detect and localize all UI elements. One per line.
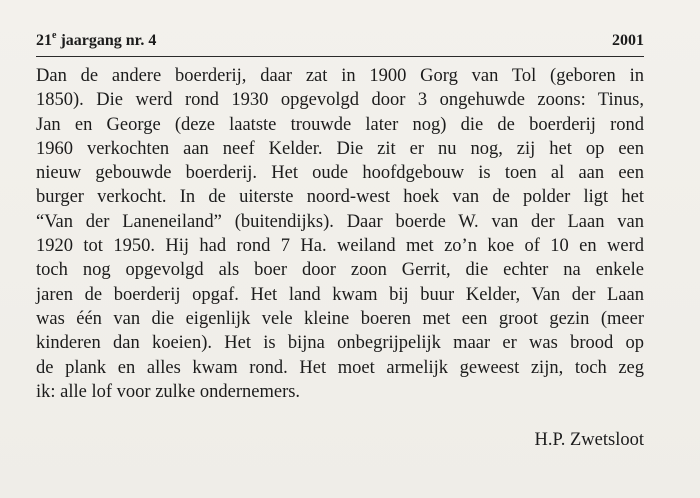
text-line: was één van die eigenlijk vele kleine boeren met een groot gezin (meer (36, 308, 644, 329)
issue-rest: jaargang nr. 4 (56, 32, 157, 49)
text-line: Dan de andere boerderij, daar zat in 1900 Gorg van Tol (geboren in (36, 66, 644, 86)
text-line: Jan en George (deze laatste trouwde later nog) die de boerderij rond (36, 114, 644, 135)
text-line: “Van der Laneneiland” (buitendijks). Daar boerde W. van der Laan van (36, 211, 644, 232)
text-line: jaren de boerderij opgaf. Het land kwam bij buur Kelder, Van der Laan (36, 284, 644, 305)
text-line: 1850). Die werd rond 1930 opgevolgd door 3 ongehuwde zoons: Tinus, (36, 90, 644, 111)
issue-number: 21 (36, 32, 52, 49)
page-header (36, 30, 644, 52)
text-line: 1920 tot 1950. Hij had rond 7 Ha. weiland met zo’n koe of 10 en werd (36, 236, 644, 257)
article-body (36, 64, 644, 404)
text-line: nieuw gebouwde boerderij. Het oude hoofdgebouw is toen al aan een (36, 163, 644, 184)
text-line: 1960 verkochten aan neef Kelder. Die zit er nu nog, zij het op een (36, 138, 644, 159)
text-line: toch nog opgevolgd als boer door zoon Gerrit, die echter na enkele (36, 260, 644, 281)
text-line-last: ik: alle lof voor zulke ondernemers. (36, 381, 301, 402)
text-line: burger verkocht. In de uiterste noord-west hoek van de polder ligt het (36, 187, 644, 208)
text-line: kinderen dan koeien). Het is bijna onbegrijpelijk maar er was brood op (36, 333, 644, 354)
header-year: 2001 (612, 32, 644, 49)
header-rule (36, 56, 644, 57)
issue-suffix: e (52, 29, 57, 41)
author-signature: H.P. Zwetsloot (534, 430, 644, 450)
issue-label (36, 30, 156, 52)
text-line: de plank en alles kwam rond. Het moet armelijk geweest zijn, toch zeg (36, 357, 644, 378)
